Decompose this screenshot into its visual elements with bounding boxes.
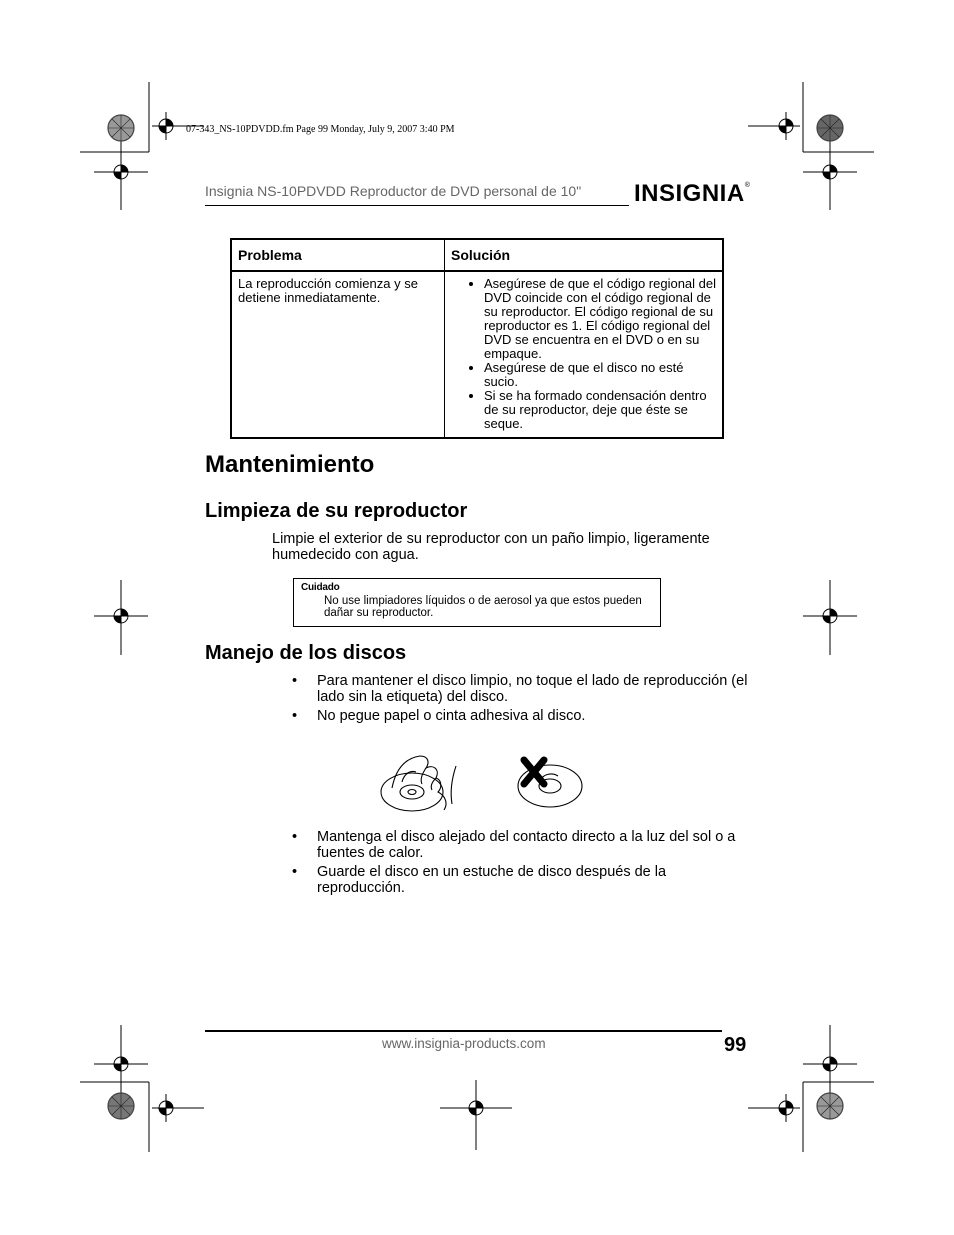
list-item bbox=[272, 864, 752, 896]
footer-url: www.insignia-products.com bbox=[382, 1036, 546, 1051]
disc-handling-list bbox=[272, 673, 752, 727]
list-item bbox=[272, 829, 752, 861]
bullet: • bbox=[292, 864, 298, 880]
print-metadata: 07-343_NS-10PDVDD.fm Page 99 Monday, July 9, 2007 3:40 PM bbox=[186, 124, 455, 135]
solution-item: • Si se ha formado condensación dentro de su reproductor, deje que éste se seque. bbox=[484, 389, 716, 431]
bullet: • bbox=[292, 708, 298, 724]
solution-list bbox=[451, 277, 716, 431]
table-row bbox=[231, 271, 723, 438]
solution-item: • Asegúrese de que el código regional del DVD coincide con el código regional de su reproductor. El código regional de su reproductor es 1. El código regional del DVD se encuentra en el DVD o en su empaque. bbox=[484, 277, 716, 361]
insignia-logo bbox=[634, 180, 750, 208]
incorrect-handling-drawing bbox=[518, 765, 582, 807]
registered-mark: ® bbox=[744, 182, 751, 189]
troubleshooting-table bbox=[230, 238, 724, 439]
caution-box bbox=[293, 578, 661, 627]
disc-storage-list bbox=[272, 829, 752, 899]
list-item-text: No pegue papel o cinta adhesiva al disco. bbox=[317, 708, 586, 724]
problem-cell: La reproducción comienza y se detiene inmediatamente. bbox=[238, 276, 418, 305]
table-header-row bbox=[231, 239, 723, 271]
subsection-title-discs: Manejo de los discos bbox=[205, 642, 407, 664]
list-item bbox=[272, 673, 752, 705]
correct-handling-drawing bbox=[381, 756, 456, 811]
bullet: • bbox=[292, 673, 298, 689]
subsection-title-cleaning: Limpieza de su reproductor bbox=[205, 500, 468, 522]
page-number: 99 bbox=[724, 1034, 747, 1056]
cleaning-body: Limpie el exterior de su reproductor con un paño limpio, ligeramente humedecido con agua. bbox=[272, 531, 710, 563]
disc-handling-illustration bbox=[372, 748, 602, 820]
bullet: • bbox=[292, 829, 298, 845]
header-title: Insignia NS-10PDVDD Reproductor de DVD personal de 10" bbox=[205, 183, 582, 199]
section-title: Mantenimiento bbox=[205, 451, 375, 478]
column-header-problem: Problema bbox=[231, 239, 445, 271]
logo-text: INSIGNIA bbox=[634, 180, 745, 207]
list-item bbox=[272, 708, 752, 724]
list-item-text: Guarde el disco en un estuche de disco después de la reproducción. bbox=[317, 864, 667, 896]
list-item-text: Para mantener el disco limpio, no toque el lado de reproducción (el lado sin la etiqueta) del disco. bbox=[317, 673, 748, 705]
footer-rule bbox=[205, 1030, 722, 1032]
header-rule bbox=[205, 205, 629, 206]
list-item-text: Mantenga el disco alejado del contacto directo a la luz del sol o a fuentes de calor. bbox=[317, 829, 736, 861]
solution-item: • Asegúrese de que el disco no esté sucio. bbox=[484, 361, 716, 389]
column-header-solution: Solución bbox=[445, 239, 724, 271]
caution-title: Cuidado bbox=[301, 582, 340, 593]
caution-text: No use limpiadores líquidos o de aerosol ya que estos pueden dañar su reproductor. bbox=[324, 595, 642, 619]
solution-cell bbox=[445, 271, 724, 438]
